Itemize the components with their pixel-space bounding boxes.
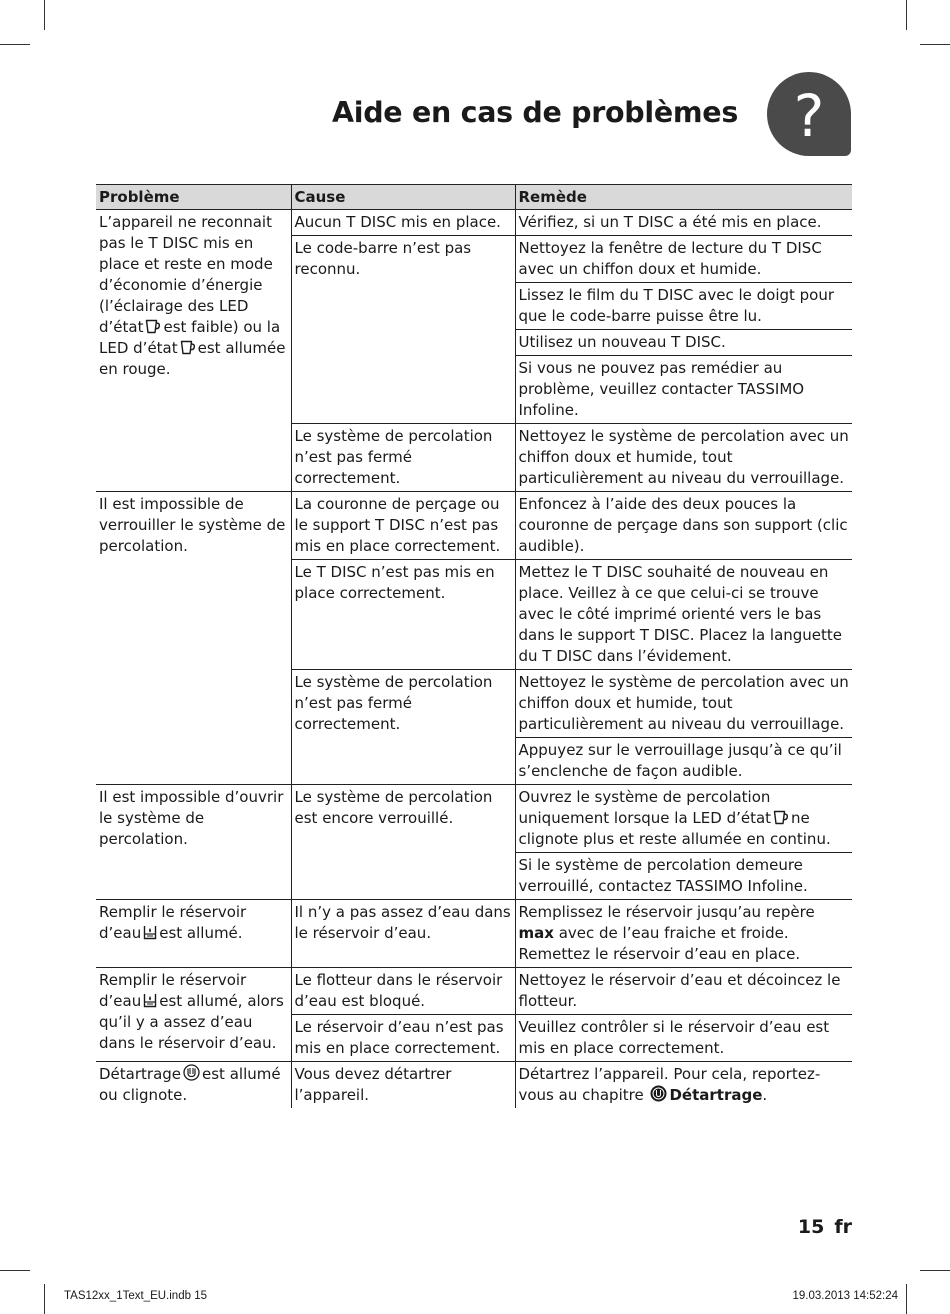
table-row (96, 900, 852, 968)
page-title: Aide en cas de problèmes (331, 96, 738, 129)
remedy-text: Ouvrez le système de percolation uniquement lorsque la LED d’état (518, 788, 772, 827)
table-row (96, 492, 852, 560)
remedy-text: ne clignote plus et reste allumée en continu. (518, 809, 831, 848)
header-probleme: Problème (96, 185, 291, 210)
problem-text: Remplir le réservoir d’eau (99, 903, 247, 942)
cause-cell: Le T DISC n’est pas mis en place correctement. (291, 560, 515, 670)
table-header-row (96, 185, 852, 210)
troubleshooting-table (96, 184, 852, 1108)
cause-cell: Le code-barre n’est pas reconnu. (291, 236, 515, 424)
remedy-text: avec de l’eau fraiche et froide. Remettez le réservoir d’eau en place. (518, 924, 801, 963)
remedy-cell: Appuyez sur le verrouillage jusqu’à ce qu’il s’enclenche de façon audible. (515, 738, 852, 785)
water-tank-icon (143, 993, 157, 1008)
crop-mark (920, 1270, 950, 1271)
cause-cell: Vous devez détartrer l’appareil. (291, 1062, 515, 1109)
table-row (96, 785, 852, 853)
crop-mark (0, 1270, 30, 1271)
problem-text: L’appareil ne reconnait pas le T DISC mis en place et reste en mode d’économie d’énergie (l’éclairage des LED d’état (99, 213, 273, 336)
header-cause: Cause (291, 185, 515, 210)
crop-mark (906, 1284, 907, 1314)
remedy-cell (515, 900, 852, 968)
remedy-text: . (762, 1086, 768, 1104)
problem-text: est allumé ou clignote. (99, 1065, 281, 1104)
crop-mark (0, 44, 30, 45)
cup-led-icon (773, 810, 789, 825)
remedy-cell: Si le système de percolation demeure verrouillé, contactez TASSIMO Infoline. (515, 853, 852, 900)
remedy-cell: Nettoyez le système de percolation avec un chiffon doux et humide, tout particulièrement au niveau du verrouillage. (515, 424, 852, 492)
cause-cell: Il n’y a pas assez d’eau dans le réservoir d’eau. (291, 900, 515, 968)
crop-mark (44, 1284, 45, 1314)
problem-cell (96, 1062, 291, 1109)
cause-cell: Le système de percolation n’est pas fermé correctement. (291, 424, 515, 492)
page-number (798, 1216, 852, 1238)
cause-cell: Le réservoir d’eau n’est pas mis en place correctement. (291, 1015, 515, 1062)
remedy-cell: Lissez le film du T DISC avec le doigt pour que le code-barre puisse être lu. (515, 283, 852, 330)
remedy-cell: Nettoyez le système de percolation avec un chiffon doux et humide, tout particulièrement au niveau du verrouillage. (515, 670, 852, 738)
remedy-cell: Nettoyez la fenêtre de lecture du T DISC avec un chiffon doux et humide. (515, 236, 852, 283)
cause-cell: La couronne de perçage ou le support T DISC n’est pas mis en place correctement. (291, 492, 515, 560)
cause-cell: Le système de percolation est encore verrouillé. (291, 785, 515, 900)
problem-text: est allumé, alors qu’il y a assez d’eau dans le réservoir d’eau. (99, 992, 284, 1052)
chapter-link-label: Détartrage (669, 1086, 763, 1104)
remedy-cell: Vérifiez, si un T DISC a été mis en place. (515, 210, 852, 236)
question-mark-glyph (767, 72, 851, 156)
svg-text:?: ? (793, 82, 825, 150)
remedy-cell (515, 785, 852, 853)
cause-cell: Aucun T DISC mis en place. (291, 210, 515, 236)
problem-text: Détartrage (99, 1065, 182, 1083)
problem-text: Remplir le réservoir d’eau (99, 971, 247, 1010)
cup-led-icon (145, 319, 161, 334)
remedy-cell: Utilisez un nouveau T DISC. (515, 330, 852, 356)
remedy-text: Remplissez le réservoir jusqu’au repère (518, 903, 815, 921)
language-code: fr (834, 1216, 852, 1238)
max-mark-label: max (518, 924, 554, 942)
footer-file-info: TAS12xx_1Text_EU.indb 15 (64, 1290, 207, 1302)
water-tank-icon (143, 925, 157, 940)
problem-text: est allumé. (159, 924, 243, 942)
problem-cell: Il est impossible d’ouvrir le système de percolation. (96, 785, 291, 900)
table-row (96, 968, 852, 1015)
problem-text: est allumée en rouge. (99, 339, 286, 378)
problem-text: est faible) ou la LED d’état (99, 318, 281, 357)
descale-chapter-icon (650, 1085, 667, 1102)
table-row (96, 1062, 852, 1109)
crop-mark (44, 0, 45, 30)
remedy-cell: Nettoyez le réservoir d’eau et décoincez le flotteur. (515, 968, 852, 1015)
remedy-cell: Mettez le T DISC souhaité de nouveau en place. Veillez à ce que celui-ci se trouve avec le côté imprimé orienté vers le bas dans le support T DISC. Placez la languette du T DISC dans l’évidement. (515, 560, 852, 670)
remedy-cell: Enfoncez à l’aide des deux pouces la couronne de perçage dans son support (clic audible). (515, 492, 852, 560)
cause-cell: Le flotteur dans le réservoir d’eau est bloqué. (291, 968, 515, 1015)
footer-timestamp: 19.03.2013 14:52:24 (792, 1290, 898, 1302)
crop-mark (920, 44, 950, 45)
cup-led-icon (180, 340, 196, 355)
crop-mark (906, 0, 907, 30)
problem-cell (96, 968, 291, 1062)
header-remede: Remède (515, 185, 852, 210)
descale-icon (183, 1064, 200, 1081)
problem-cell (96, 210, 291, 492)
remedy-cell (515, 1062, 852, 1109)
remedy-cell: Veuillez contrôler si le réservoir d’eau est mis en place correctement. (515, 1015, 852, 1062)
problem-cell (96, 900, 291, 968)
problem-cell: Il est impossible de verrouiller le système de percolation. (96, 492, 291, 785)
cause-cell: Le système de percolation n’est pas fermé correctement. (291, 670, 515, 785)
question-mark-icon (767, 72, 851, 156)
page-number-value: 15 (797, 1216, 825, 1238)
remedy-cell: Si vous ne pouvez pas remédier au problème, veuillez contacter TASSIMO Infoline. (515, 356, 852, 424)
table-row (96, 210, 852, 236)
remedy-text: Détartrez l’appareil. Pour cela, reportez-vous au chapitre (518, 1065, 821, 1104)
